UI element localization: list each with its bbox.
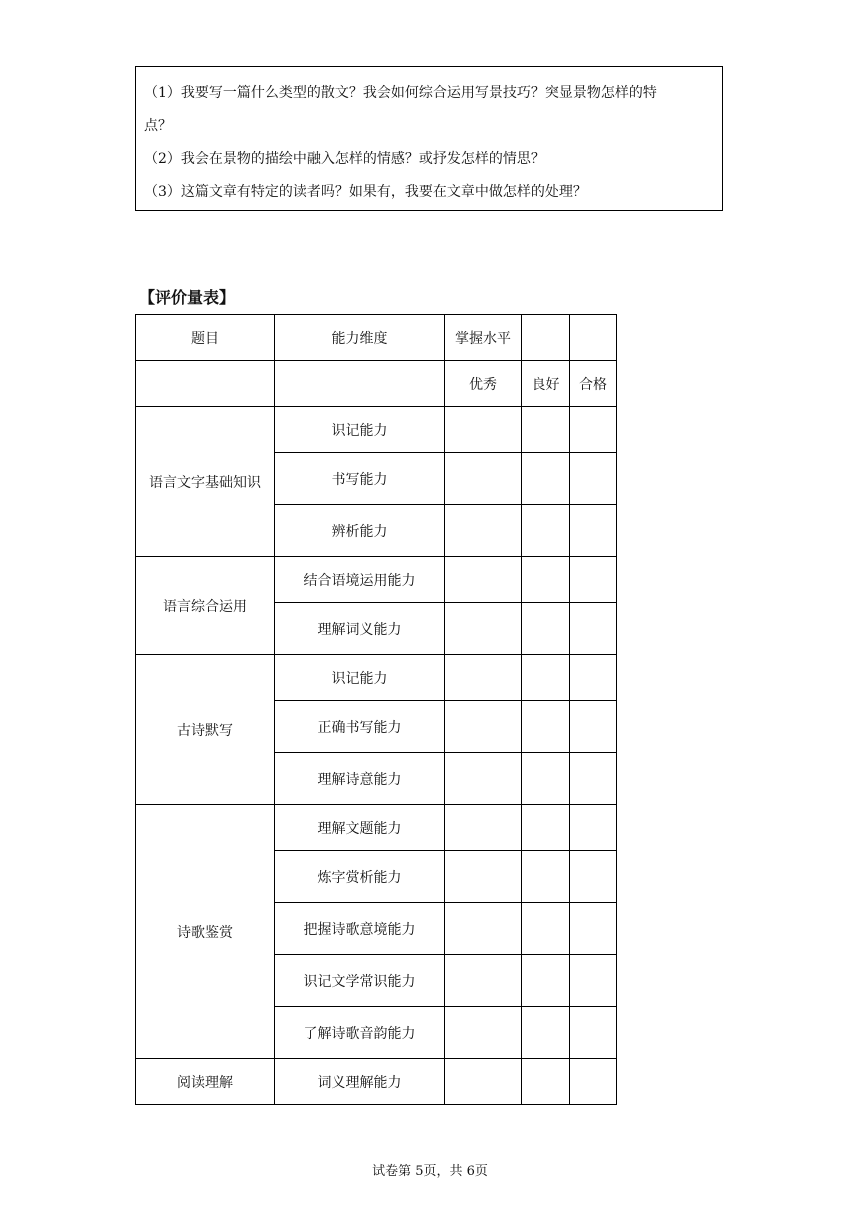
level-good: 良好 — [522, 361, 570, 407]
page-footer: 试卷第 5页，共 6页 — [372, 1164, 488, 1179]
topic-cell: 阅读理解 — [136, 1059, 275, 1105]
rating-cell — [570, 1007, 617, 1059]
rating-cell — [445, 753, 522, 805]
rating-cell — [522, 603, 570, 655]
header-empty-cell — [522, 315, 570, 361]
rating-cell — [445, 903, 522, 955]
topic-cell: 语言综合运用 — [136, 557, 275, 655]
rating-cell — [570, 701, 617, 753]
rating-cell — [445, 851, 522, 903]
evaluation-rubric-table — [135, 314, 617, 1105]
rating-cell — [522, 805, 570, 851]
rating-cell — [522, 1007, 570, 1059]
rating-cell — [570, 453, 617, 505]
header-ability: 能力维度 — [275, 315, 445, 361]
table-row — [136, 557, 617, 603]
rating-cell — [522, 701, 570, 753]
rating-cell — [445, 805, 522, 851]
ability-cell: 理解词义能力 — [275, 603, 445, 655]
rating-cell — [570, 603, 617, 655]
rating-cell — [570, 1059, 617, 1105]
rating-cell — [522, 1059, 570, 1105]
rating-cell — [570, 955, 617, 1007]
header-empty-cell — [570, 315, 617, 361]
topic-cell: 古诗默写 — [136, 655, 275, 805]
level-excellent: 优秀 — [445, 361, 522, 407]
levels-empty-cell — [275, 361, 445, 407]
rating-cell — [445, 955, 522, 1007]
levels-empty-cell — [136, 361, 275, 407]
rating-cell — [445, 505, 522, 557]
levels-row — [136, 361, 617, 407]
rating-cell — [445, 453, 522, 505]
rating-cell — [445, 1059, 522, 1105]
rating-cell — [445, 603, 522, 655]
ability-cell: 了解诗歌音韵能力 — [275, 1007, 445, 1059]
header-row — [136, 315, 617, 361]
ability-cell: 理解文题能力 — [275, 805, 445, 851]
rating-cell — [522, 505, 570, 557]
ability-cell: 炼字赏析能力 — [275, 851, 445, 903]
section-title: 【评价量表】 — [139, 288, 236, 307]
ability-cell: 识记能力 — [275, 407, 445, 453]
rating-cell — [445, 1007, 522, 1059]
prompt-line-1-cont: 点？ — [144, 118, 172, 134]
ability-cell: 把握诗歌意境能力 — [275, 903, 445, 955]
prompt-line-3: （3）这篇文章有特定的读者吗？如果有，我要在文章中做怎样的处理？ — [144, 184, 587, 200]
prompt-line-1: （1）我要写一篇什么类型的散文？我会如何综合运用写景技巧？突显景物怎样的特 — [144, 85, 657, 101]
ability-cell: 书写能力 — [275, 453, 445, 505]
rating-cell — [570, 557, 617, 603]
rating-cell — [522, 753, 570, 805]
rating-cell — [570, 655, 617, 701]
rating-cell — [570, 851, 617, 903]
table-row — [136, 1059, 617, 1105]
level-pass: 合格 — [570, 361, 617, 407]
rating-cell — [445, 557, 522, 603]
ability-cell: 识记能力 — [275, 655, 445, 701]
table-row — [136, 655, 617, 701]
rating-cell — [570, 805, 617, 851]
prompt-line-2: （2）我会在景物的描绘中融入怎样的情感？或抒发怎样的情思？ — [144, 151, 545, 167]
ability-cell: 理解诗意能力 — [275, 753, 445, 805]
topic-cell: 诗歌鉴赏 — [136, 805, 275, 1059]
rating-cell — [522, 955, 570, 1007]
ability-cell: 结合语境运用能力 — [275, 557, 445, 603]
writing-prompt-box — [135, 66, 723, 211]
rating-cell — [522, 851, 570, 903]
rating-cell — [445, 407, 522, 453]
rating-cell — [445, 655, 522, 701]
rating-cell — [522, 903, 570, 955]
ability-cell: 辨析能力 — [275, 505, 445, 557]
table-row — [136, 805, 617, 851]
header-mastery: 掌握水平 — [445, 315, 522, 361]
rating-cell — [570, 903, 617, 955]
rating-cell — [570, 753, 617, 805]
ability-cell: 词义理解能力 — [275, 1059, 445, 1105]
ability-cell: 正确书写能力 — [275, 701, 445, 753]
rating-cell — [445, 701, 522, 753]
ability-cell: 识记文学常识能力 — [275, 955, 445, 1007]
rating-cell — [522, 557, 570, 603]
rating-cell — [522, 407, 570, 453]
topic-cell: 语言文字基础知识 — [136, 407, 275, 557]
header-topic: 题目 — [136, 315, 275, 361]
rating-cell — [570, 505, 617, 557]
rating-cell — [570, 407, 617, 453]
rating-cell — [522, 453, 570, 505]
table-row — [136, 407, 617, 453]
rating-cell — [522, 655, 570, 701]
